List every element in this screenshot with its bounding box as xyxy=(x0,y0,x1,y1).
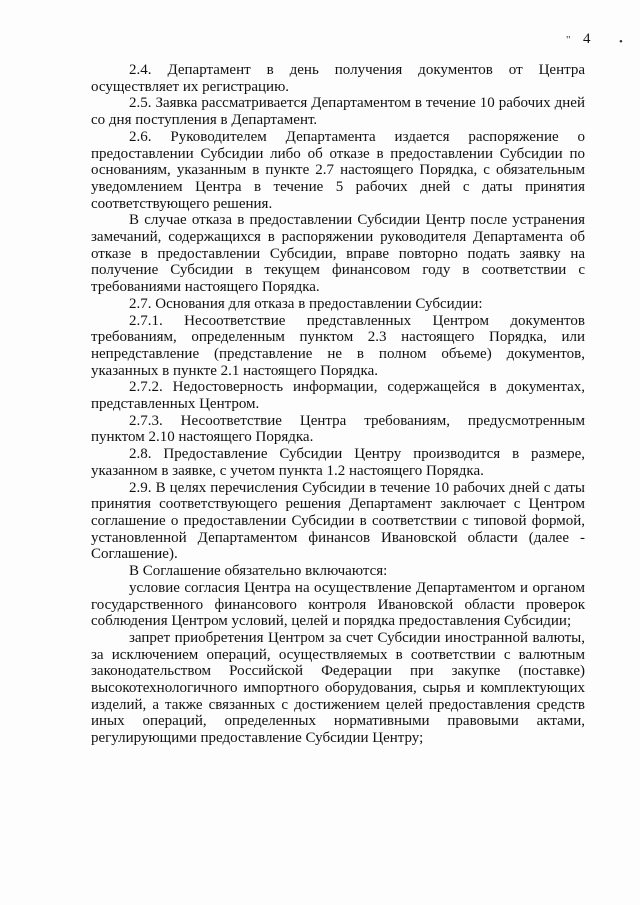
paragraph: 2.5. Заявка рассматривается Департаментом в течение 10 рабочих дней со дня поступления в Департамент. xyxy=(91,95,585,129)
paragraph: 2.4. Департамент в день получения документов от Центра осуществляет их регистрацию. xyxy=(91,62,585,95)
paragraph: 2.9. В целях перечисления Субсидии в течение 10 рабочих дней с даты принятия соответствующего решения Департамент заключает с Центром соглашение о предоставлении Субсидии в соответствии с типовой формой, установленной Департаментом финансов Ивановской области (далее - Соглашение). xyxy=(91,479,585,563)
paragraph: запрет приобретения Центром за счет Субсидии иностранной валюты, за исключением операций, осуществляемых в соответствии с валютным законодательством Российской Федерации при закупке (поставке) высокотехнологичного импортного оборудования, сырья и комплектующих изделий, а также связанных с достижением целей предоставления средств иных операций, определенных нормативными правовыми актами, регулирующими предоставление Субсидии Центру; xyxy=(91,629,585,747)
paragraph: 2.8. Предоставление Субсидии Центру производится в размере, указанном в заявке, с учетом пункта 1.2 настоящего Порядка. xyxy=(91,446,585,479)
document-body xyxy=(91,62,585,747)
paragraph: условие согласия Центра на осуществление Департаментом и органом государственного финансового контроля Ивановской области проверок соблюдения Центром условий, целей и порядка предоставления Субсидии; xyxy=(91,579,585,630)
paragraph: В Соглашение обязательно включаются: xyxy=(129,563,388,580)
paragraph: 2.7. Основания для отказа в предоставлении Субсидии: xyxy=(129,295,483,312)
paragraph: В случае отказа в предоставлении Субсидии Центр после устранения замечаний, содержащихся в распоряжении руководителя Департамента об отказе в предоставлении Субсидии, вправе повторно подать заявку на получение Субсидии в текущем финансовом году в соответствии с требованиями настоящего Порядка. xyxy=(91,212,585,296)
paragraph: 2.7.2. Недостоверность информации, содержащейся в документах, представленных Центром. xyxy=(91,379,585,413)
paragraph: 2.7.3. Несоответствие Центра требованиям, предусмотренным пунктом 2.10 настоящего Порядка. xyxy=(91,412,585,446)
scan-mark: " xyxy=(566,34,571,46)
paragraph: 2.6. Руководителем Департамента издается распоряжение о предоставлении Субсидии либо об отказе в предоставлении Субсидии по основаниям, указанным в пункте 2.7 настоящего Порядка, с обязательным уведомлением Центра в течение 5 рабочих дней с даты принятия соответствующего решения. xyxy=(91,128,585,212)
scan-mark: • xyxy=(619,36,623,48)
page-number: 4 xyxy=(583,31,591,47)
paragraph: 2.7.1. Несоответствие представленных Центром документов требованиям, определенным пунктом 2.3 настоящего Порядка, или непредставление (представление не в полном объеме) документов, указанных в пункте 2.1 настоящего Порядка. xyxy=(91,312,585,379)
